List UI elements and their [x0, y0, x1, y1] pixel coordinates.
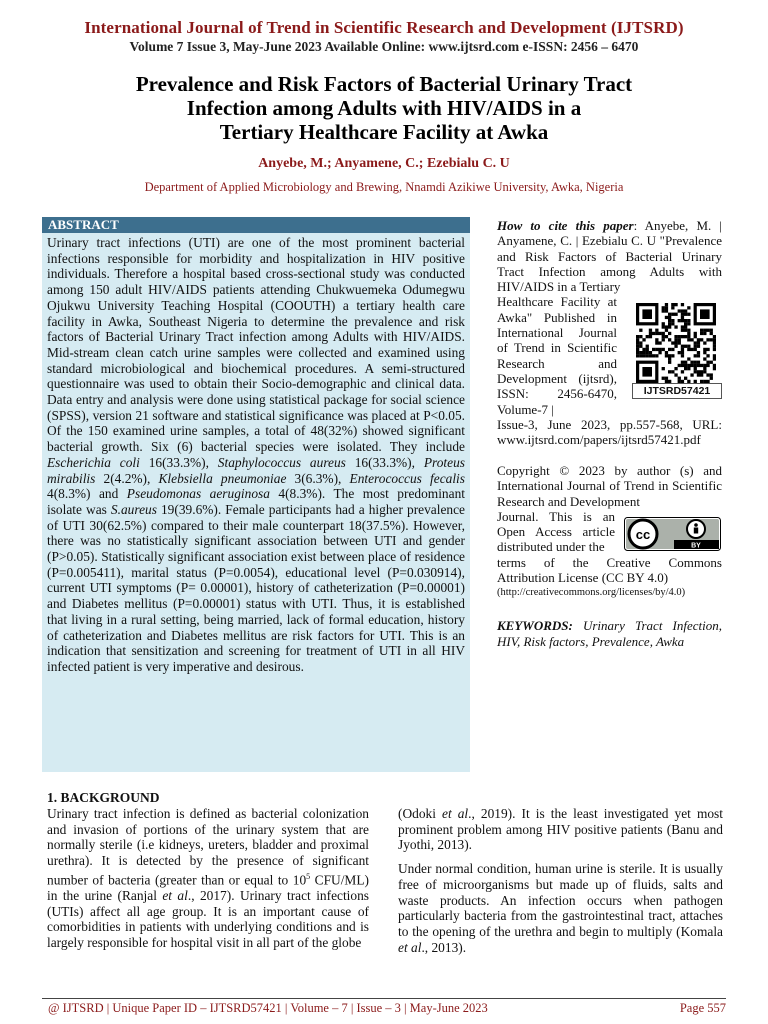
- citation-top: [497, 218, 722, 294]
- abstract-text: [47, 235, 465, 675]
- copyright-wrapped-text: Journal. This is an Open Access article distributed under the: [497, 508, 615, 555]
- et-al: et al: [398, 939, 422, 955]
- abstract-text-part: 16(33.3%),: [345, 454, 424, 470]
- background-text: (Odoki: [398, 806, 442, 821]
- abstract-text-part: 19(39.6%). Female participants had a higher prevalence of UTI 30(62.5%) compared to their male counterpart 18(37.5%). However, there was no statistically significant association between UTI and gender (P>0.05). Statistically significant association exist between place of residence (P=0.005411), marital status (P=0.0054), educational level (P=0.030914), current UTI symptoms (P= 0.00001), history of catheterization (P=0.00001) and Diabetes mellitus (P=0.00001) status with UTI. Thus, it is established that living in a rural setting, being married, lack of formal education, history of catheterization and Diabetes mellitus are risk factors for UTI. This is an indication that sensitization and screening for treatment of UTI in all HIV infected patient is very imperative and desirous.: [47, 501, 465, 674]
- citation-url-text: Issue-3, June 2023, pp.557-568, URL: www.ijtsrd.com/papers/ijtsrd57421.pdf: [497, 416, 722, 448]
- keywords-label: KEYWORDS:: [497, 618, 573, 633]
- background-text: Under normal condition, human urine is sterile. It is usually free of microorganisms but made up of fluids, salts and waste products. An infection occurs when pathogen particularly bacteria from the gastrointestinal tract, attaches to the opening of the urethra and begin to multiply (Komala: [398, 861, 723, 939]
- background-text: ., 2019). It is the least investigated yet most prominent problem among HIV positive patients (Banu and Jyothi, 2013).: [398, 806, 723, 853]
- background-paragraph: [398, 806, 723, 853]
- species-name: Proteus mirabilis: [47, 454, 465, 486]
- cc-by-icon: [624, 517, 721, 551]
- species-name: Staphylococcus aureus: [217, 454, 346, 470]
- background-right-column: [398, 806, 723, 963]
- et-al: et al: [442, 806, 469, 821]
- species-name: S.aureus: [110, 501, 157, 517]
- abstract-heading: ABSTRACT: [42, 217, 470, 233]
- abstract-text-part: 2(4.2%),: [95, 470, 159, 486]
- abstract-text-part: 4(8.3%). The most predominant isolate was: [47, 486, 465, 517]
- keywords-text: Urinary Tract Infection, HIV, Risk factors, Prevalence, Awka: [497, 618, 722, 649]
- paper-title-line-2: Infection among Adults with HIV/AIDS in a: [186, 96, 582, 120]
- background-paragraph: [398, 861, 723, 955]
- background-text: CFU/ML) in the urine (Ranjal: [47, 872, 369, 903]
- species-name: Enterococcus fecalis: [349, 470, 465, 486]
- copyright-text: Copyright © 2023 by author (s) and International Journal of Trend in Scientific Research and Development: [497, 463, 722, 509]
- copyright-license-text: terms of the Creative Commons Attribution License (CC BY 4.0): [497, 554, 722, 586]
- paper-title: [60, 72, 708, 144]
- keywords: [497, 618, 722, 649]
- citation-label: How to cite this paper: [497, 218, 634, 233]
- svg-text:cc: cc: [635, 527, 651, 542]
- et-al: et al: [162, 887, 188, 903]
- background-text: ., 2013).: [421, 939, 467, 955]
- qr-code-label: IJTSRD57421: [632, 383, 722, 399]
- abstract-text-part: Urinary tract infections (UTI) are one of the most prominent bacterial infections responsible for morbidity and hospitalization in HIV positive individuals. Therefore a hospital based cross-sectional study was conducted among 150 adult HIV/AIDS patients attending Chukwuemeka Odumegwu Ojukwu University Teaching Hospital (COOUTH) a tertiary health care facility in Awka, Southeast Nigeria to determine the prevalence and risk factors of Bacterial Urinary Tract infection among Adults with HIV/AIDS. Mid-stream clean catch urine samples were collected and examined using standard microbiological and biochemical procedures. A semi-structured questionnaire was used to obtain their Socio-demographic and clinical data. Data entry and analysis were done using statistical package for social science (SPSS), version 21 software and statistical significance was placed at P<0.05. Of the 150 examined urine samples, a total of 48(32%) showed significant bacterial growth. Six (6) bacterial species were isolated. They include: [47, 235, 465, 455]
- affiliation: Department of Applied Microbiology and Brewing, Nnamdi Azikiwe University, Awka, Nigeria: [144, 180, 624, 194]
- journal-title: International Journal of Trend in Scientific Research and Development (IJTSRD): [84, 18, 684, 37]
- cc-by-badge: [624, 517, 721, 551]
- journal-issue-line: Volume 7 Issue 3, May-June 2023 Available Online: www.ijtsrd.com e-ISSN: 2456 – 6470: [129, 39, 639, 54]
- superscript: 5: [306, 871, 311, 881]
- citation-wrapped-text: Healthcare Facility at Awka" Published in International Journal of Trend in Scientific Research and Development (ijtsrd), ISSN: 2456-6470, Volume-7 |: [497, 294, 617, 417]
- qr-code-icon: [636, 303, 716, 383]
- species-name: Klebsiella pneumoniae: [158, 470, 287, 486]
- abstract-text-part: 3(6.3%),: [286, 470, 350, 486]
- section-heading-background: 1. BACKGROUND: [47, 790, 160, 805]
- abstract-text-part: 16(33.3%),: [139, 454, 218, 470]
- footer-divider: [42, 998, 726, 999]
- license-url[interactable]: (http://creativecommons.org/licenses/by/4.0): [497, 587, 686, 599]
- species-name: Escherichia coli: [47, 454, 140, 470]
- cc-by-label: BY: [691, 542, 701, 550]
- background-text: ., 2017). Urinary tract infections (UTIs) affect all age group. It is an important cause of comorbidities in patients with underlying conditions and is largely responsible for hospital visit in all part of the globe: [47, 887, 369, 951]
- authors: Anyebe, M.; Anyamene, C.; Ezebialu C. U: [258, 156, 510, 171]
- paper-title-line-3: Tertiary Healthcare Facility at Awka: [219, 120, 549, 144]
- background-text: Urinary tract infection is defined as bacterial colonization and invasion of portions of the urinary system that are normally sterile (i.e kidneys, ureters, bladder and proximal urethra). It is detected by the presence of significant number of bacteria (greater than or equal to 10: [47, 806, 369, 888]
- citation-text: : Anyebe, M. | Anyamene, C. | Ezebialu C. U "Prevalence and Risk Factors of Bacterial Urinary Tract Infection among Adults with HIV/AIDS in a Tertiary: [497, 218, 723, 295]
- background-left-column: [47, 806, 369, 951]
- qr-code: [632, 303, 722, 401]
- page-number: Page 557: [679, 1001, 726, 1015]
- footer-info: @ IJTSRD | Unique Paper ID – IJTSRD57421 | Volume – 7 | Issue – 3 | May-June 2023: [48, 1001, 488, 1015]
- species-name: Pseudomonas aeruginosa: [126, 486, 270, 502]
- paper-title-line-1: Prevalence and Risk Factors of Bacterial Urinary Tract: [135, 72, 633, 96]
- abstract-text-part: 4(8.3%) and: [47, 486, 127, 502]
